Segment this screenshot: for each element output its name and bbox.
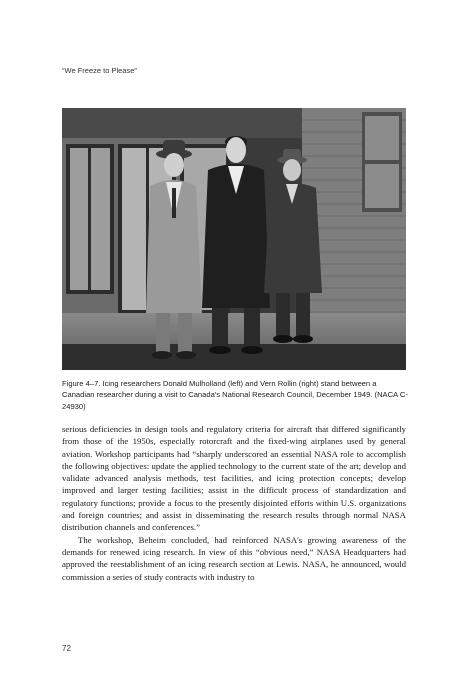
paragraph: serious deficiencies in design tools and regulatory criteria for aircraft that differed significantly from those of the 1950s, especially rotorcraft and the fixed-wing airplanes used by general aviation. Workshop participants had “sharply underscored an essential NASA role to accomplish the following objectives: update the applied technology to the current state of the art; develop and validate advanced analysis methods, test facilities, and icing protection concepts; develop improved and larger testing facilities; assist in the difficult process of standardization and regulatory functions; provide a focus to the presently disjointed efforts within U.S. organizations and foreign countries; and assist in disseminating the research results through normal NASA distribution channels and conferences.” xyxy=(62,424,406,533)
figure-photo xyxy=(62,108,406,370)
page-number: 72 xyxy=(62,644,71,653)
running-head: “We Freeze to Please” xyxy=(62,66,137,75)
historic-photo-image xyxy=(62,108,406,370)
body-text xyxy=(62,423,406,583)
paragraph: The workshop, Beheim concluded, had reinforced NASA's growing awareness of the demands for renewed icing research. In view of this “obvious need,” NASA Headquarters had approved the reestablishment of an icing research section at Lewis. NASA, he announced, would commission a series of study contracts with industry to xyxy=(62,534,406,582)
figure-caption: Figure 4–7. Icing researchers Donald Mulholland (left) and Vern Rollin (right) stand between a Canadian researcher during a visit to Canada's National Research Council, December 1949. (NACA C-24930) xyxy=(62,379,408,411)
